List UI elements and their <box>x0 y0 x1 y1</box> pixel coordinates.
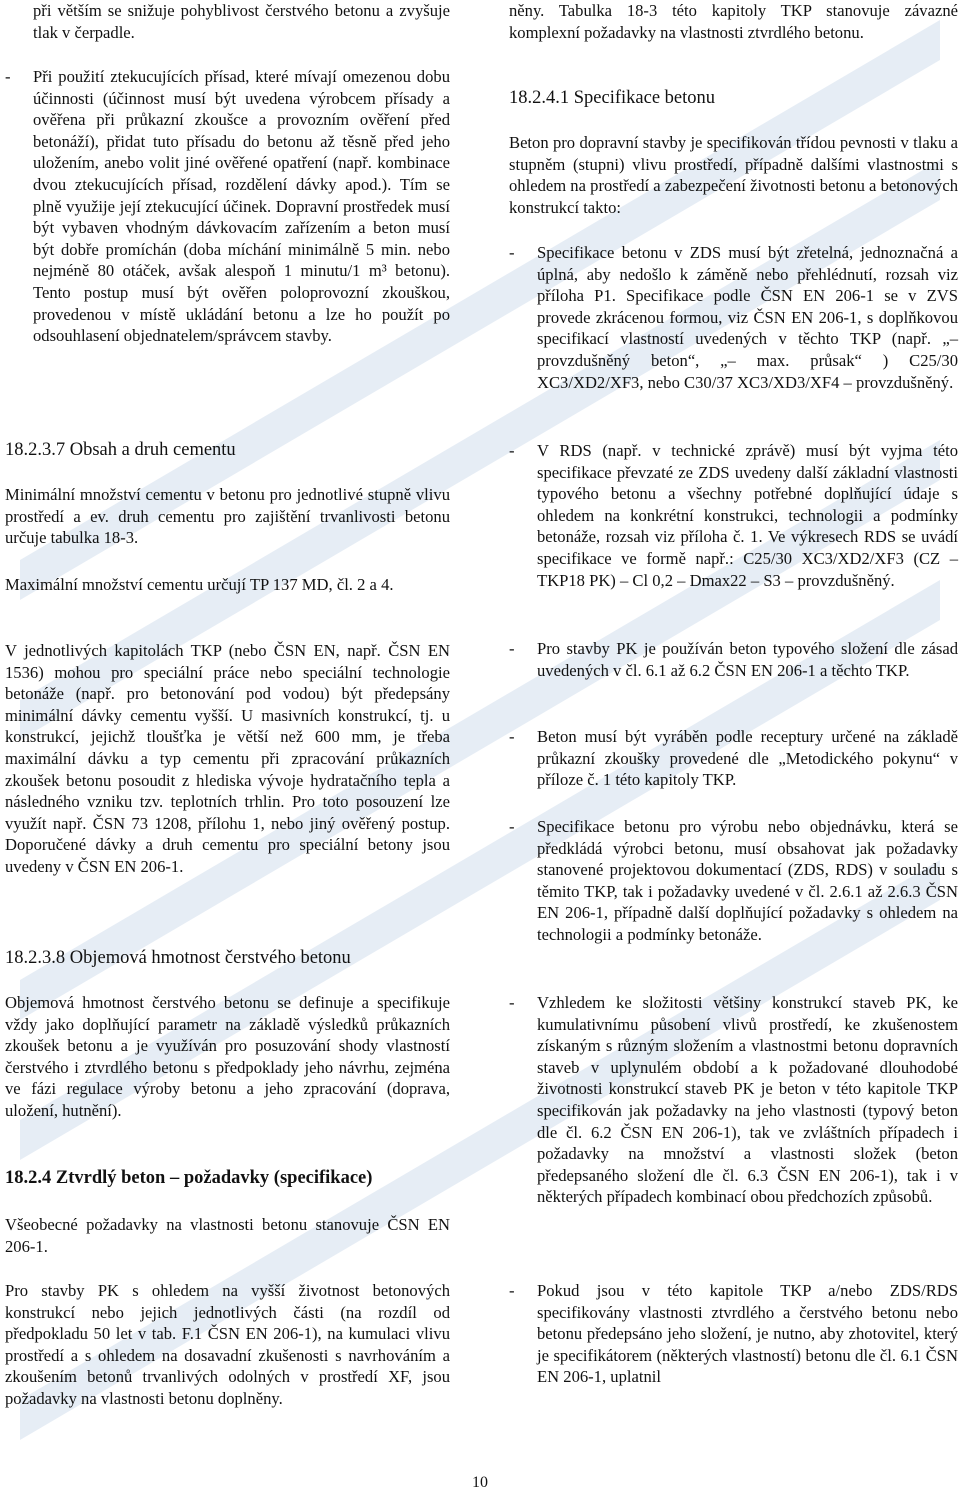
list-dash: - <box>5 67 11 86</box>
list-item <box>509 638 958 681</box>
list-item-text: V RDS (např. v technické zprávě) musí být vyjma této specifikace převzaté ze ZDS uvedeny další základní vlastnosti typového betonu a všechny potřebné doplňující údaje s ohledem na konkrétní konstrukci, technologii a podmínky betonáže, rozsah viz příloha č. 1. Ve výkresech RDS se uvádí specifikace ve formě např.: C25/30 XC3/XD2/XF3 (CZ – TKP18 PK) – Cl 0,2 – Dmax22 – S3 – provzdušněný. <box>537 441 958 590</box>
list-item-text: Specifikace betonu pro výrobu nebo objednávku, která se předkládá výrobci betonu, musí obsahovat jak požadavky stanovené projektovou dokumentací (ZDS, RDS) v souladu s těmito TKP, tak i požadavky uvedené v čl. 2.6.1 až 2.6.3 ČSN EN 206-1, případně další doplňující požadavky s ohledem na technologii a podmínky betonáže. <box>537 817 958 944</box>
paragraph: Pro stavby PK s ohledem na vyšší životnost betonových konstrukcí nebo jejich jednotlivých části (na rozdíl od předpokladu 50 let v tab. F.1 ČSN EN 206-1), na kumulaci vlivu prostředí a s ohledem na dosavadní zkušenosti s navrhováním a zkoušením betonů trvanlivých odolných v prostředí XF, jsou požadavky na vlastnosti betonu doplněny. <box>5 1281 450 1408</box>
list-dash: - <box>509 727 515 746</box>
list-item-text: Pokud jsou v této kapitole TKP a/nebo ZDS/RDS specifikovány vlastnosti ztvrdlého a čerstvého betonu nebo betonu předepsáno jeho složení, je nutno, aby zhotovitel, který je specifikátorem (některých vlastností) betonu dle čl. 6.1 ČSN EN 206-1, uplatnil <box>537 1281 958 1387</box>
list-dash: - <box>509 639 515 658</box>
section-heading-18238: 18.2.3.8 Objemová hmotnost čerstvého betonu <box>5 948 351 968</box>
paragraph: Všeobecné požadavky na vlastnosti betonu stanovuje ČSN EN 206-1. <box>5 1215 450 1256</box>
list-dash: - <box>509 243 515 262</box>
section-heading-18241: 18.2.4.1 Specifikace betonu <box>509 88 716 108</box>
right-top-paragraph: něny. Tabulka 18-3 této kapitoly TKP stanovuje závazné komplexní požadavky na vlastnosti ztvrdlého betonu. <box>509 1 958 42</box>
list-dash: - <box>509 993 515 1012</box>
list-item <box>509 816 958 946</box>
list-item-text: Při použití ztekucujících přísad, které mívají omezenou dobu účinnosti (účinnost musí být uvedena výrobcem přísady a ověřena při průkazní zkoušce a provozním ověření před betonáží), přidat tuto přísadu do betonu až těsně před jeho uložením, anebo volit jiné ověřené opatření (např. kombinace dvou ztekucujících přísad, rozdělení dávky apod.). Tím se plně využije její ztekucující účinek. Dopravní prostředek musí být vybaven vhodným dávkovacím zařízením a beton musí být dobře promíchán (doba míchání minimálně 5 min. nebo nejméně 80 otáček, avšak alespoň 1 minutu/1 m³ betonu). Tento postup musí být ověřen poloprovozní zkouškou, provedenou v místě ukládání betonu a lze ho použít po odsouhlasení objednatelem/správcem stavby. <box>33 67 450 346</box>
list-item <box>509 992 958 1208</box>
section-heading-1824: 18.2.4 Ztvrdlý beton – požadavky (specifikace) <box>5 1168 373 1188</box>
list-dash: - <box>509 817 515 836</box>
page-number: 10 <box>472 1474 488 1491</box>
left-top-paragraph: při větším se snižuje pohyblivost čerstvého betonu a zvyšuje tlak v čerpadle. <box>33 1 450 42</box>
list-item-text: Beton musí být vyráběn podle receptury určené na základě průkazní zkoušky provedené dle „Metodického pokynu“ v příloze č. 1 této kapitoly TKP. <box>537 727 958 790</box>
list-dash: - <box>509 1281 515 1300</box>
paragraph: Maximální množství cementu určují TP 137 MD, čl. 2 a 4. <box>5 575 394 594</box>
list-item <box>509 1280 958 1388</box>
paragraph: Beton pro dopravní stavby je specifikován třídou pevnosti v tlaku a stupněm (stupni) vlivu prostředí, případně dalšími vlastnostmi s ohledem na prostředí a zabezpečení životnosti betonu a betonových konstrukcí takto: <box>509 133 958 217</box>
list-item-text: Vzhledem ke složitosti většiny konstrukcí staveb PK, ke kumulativnímu působení vlivů prostředí, ke zkušenostem získaným s různým složením a vlastnostmi betonu dopravních staveb v uplynulém období a k požadované dlouhodobé životnosti konstrukcí staveb PK je beton v této kapitole TKP specifikován jak požadavky na jeho vlastnosti (typový beton dle čl. 6.2 ČSN EN 206-1), tak ve zvláštních případech i požadavky na množství a vlastnosti složek (beton předepsaného složení dle čl. 6.3 ČSN EN 206-1), tak i v některých případech kombinací obou předchozích způsobů. <box>537 993 958 1207</box>
continued-list-text <box>5 0 450 43</box>
list-item <box>5 66 450 347</box>
list-dash: - <box>509 441 515 460</box>
list-item-text: Pro stavby PK je používán beton typového složení dle zásad uvedených v čl. 6.1 až 6.2 ČSN EN 206-1 a těchto TKP. <box>537 639 958 680</box>
paragraph: V jednotlivých kapitolách TKP (nebo ČSN EN, např. ČSN EN 1536) mohou pro speciální práce nebo speciální technologie betonáže (např. pro betonování pod vodou) být předepsány minimální dávky cementu vyšší. U masivních konstrukcí, tj. u konstrukcí, jejichž tloušťka je větší než 600 mm, je třeba maximální dávku a typ cementu při zpracování průkazních zkoušek betonu posoudit z hlediska vývoje hydratačního tepla a následného vzniku tzv. teplotních trhlin. Pro toto posouzení lze využít např. ČSN 73 1208, přílohu 1, nebo jiný ověřený postup. Doporučené dávky a druh cementu pro speciální betony jsou uvedeny v ČSN EN 206-1. <box>5 641 450 876</box>
list-item <box>509 726 958 791</box>
list-item <box>509 440 958 591</box>
list-item-text: Specifikace betonu v ZDS musí být zřetelná, jednoznačná a úplná, aby nedošlo k záměně nebo přehlédnutí, rozsah viz příloha P1. Specifikace podle ČSN EN 206-1 se v ZVS provede zkrácenou formou, viz ČSN EN 206-1, s doplňkovou specifikací vlastností uvedených v těchto TKP (např. „– provzdušněný beton“, „– max. průsak“ ) C25/30 XC3/XD2/XF3, nebo C30/37 XC3/XD3/XF4 – provzdušněný. <box>537 243 958 392</box>
list-item <box>509 242 958 393</box>
paragraph: Objemová hmotnost čerstvého betonu se definuje a specifikuje vždy jako doplňující parametr na základě výsledků průkazních zkoušek betonu a je využíván pro posuzování shody vlastností čerstvého i ztvrdlého betonu s předpoklady jeho návrhu, zejména ve fázi regulace výroby betonu a jeho zpracování (doprava, uložení, hutnění). <box>5 993 450 1120</box>
section-heading-18237: 18.2.3.7 Obsah a druh cementu <box>5 440 236 460</box>
paragraph: Minimální množství cementu v betonu pro jednotlivé stupně vlivu prostředí a ev. druh cementu pro zajištění trvanlivosti betonu určuje tabulka 18-3. <box>5 485 450 548</box>
